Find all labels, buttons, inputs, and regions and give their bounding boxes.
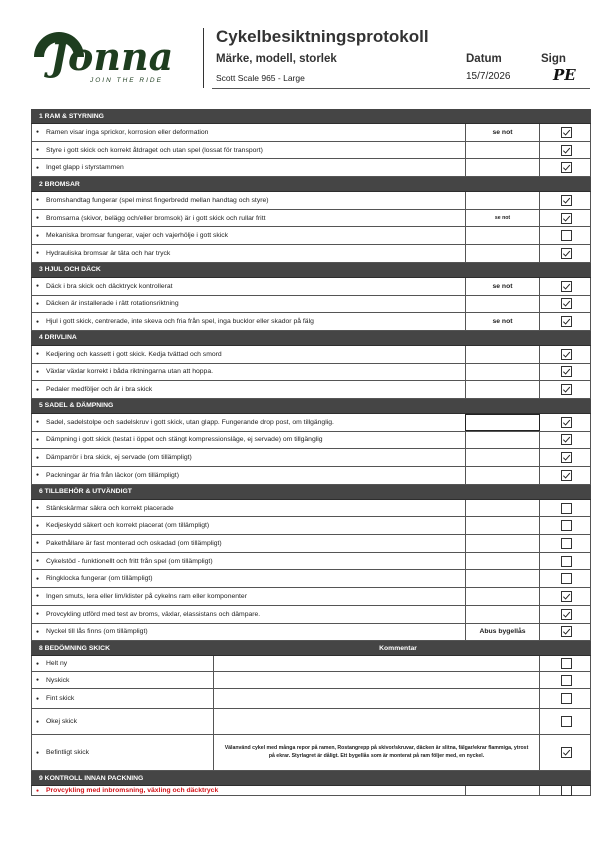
- item-text: Pedaler medföljer och är i bra skick: [46, 386, 153, 394]
- checkbox[interactable]: [561, 693, 572, 704]
- checkmark-icon: [562, 299, 571, 308]
- item-label: [32, 124, 208, 141]
- checklist-row: [31, 449, 591, 467]
- item-label: [32, 500, 174, 517]
- check-cell: [540, 278, 592, 295]
- note-cell: se not: [465, 210, 540, 227]
- item-text: Provcykling med inbromsning, växling och däcktryck: [46, 787, 219, 795]
- bullet-icon: ●: [36, 250, 40, 257]
- section-title: 3 HJUL OCH DÄCK: [39, 266, 101, 274]
- item-label: [32, 735, 89, 770]
- checklist-row: [31, 414, 591, 432]
- item-label: [32, 517, 209, 534]
- check-cell: [540, 364, 592, 381]
- checkmark-icon: [562, 350, 571, 359]
- check-cell: [540, 449, 592, 466]
- check-cell: [540, 606, 592, 623]
- checkmark-icon: [562, 418, 571, 427]
- assessment-row: [31, 656, 591, 672]
- bullet-icon: ●: [36, 300, 40, 307]
- check-cell: [540, 245, 592, 262]
- check-cell: [540, 588, 592, 605]
- checklist-row: [31, 606, 591, 624]
- section-header: [31, 641, 591, 656]
- bullet-icon: ●: [36, 454, 40, 461]
- item-text: Bromshandtag fungerar (spel minst fingerbredd mellan handtag och styre): [46, 196, 269, 204]
- logo-tagline: JOIN THE RIDE: [90, 77, 163, 84]
- checklist-row: [31, 432, 591, 450]
- bullet-icon: ●: [36, 419, 40, 426]
- item-text: Nyskick: [46, 676, 70, 684]
- check-cell: [540, 570, 592, 587]
- check-cell: [540, 432, 592, 449]
- checkbox[interactable]: [561, 145, 572, 156]
- item-text: Pakethållare är fast monterad och oskadad (om tillämpligt): [46, 539, 222, 547]
- comment-cell: [213, 709, 540, 734]
- section-header: [31, 771, 591, 786]
- checkbox[interactable]: [561, 573, 572, 584]
- item-text: Dämpning i gott skick (testat i öppet och stängt kompressionsläge, ej servade) om tillgänglig: [46, 436, 323, 444]
- check-cell: [540, 672, 592, 688]
- item-label: [32, 432, 323, 449]
- bullet-icon: ●: [36, 593, 40, 600]
- checklist-row: [31, 553, 591, 571]
- check-cell: [540, 786, 592, 795]
- section-header: [31, 177, 591, 192]
- checkmark-icon: [562, 610, 571, 619]
- checklist-row: [31, 227, 591, 245]
- check-cell: [540, 313, 592, 330]
- item-text: Ingen smuts, lera eller lim/klister på cykelns ram eller komponenter: [46, 592, 247, 600]
- check-cell: [540, 535, 592, 552]
- item-label: [32, 227, 228, 244]
- sign-label: Sign: [541, 53, 566, 65]
- checklist-row: [31, 124, 591, 142]
- section-title: 1 RAM & STYRNING: [39, 112, 104, 120]
- note-cell: [465, 245, 540, 262]
- note-cell: [465, 449, 540, 466]
- checkmark-icon: [562, 435, 571, 444]
- note-cell: [465, 467, 540, 484]
- item-text: Befintligt skick: [46, 749, 90, 757]
- note-cell: [465, 535, 540, 552]
- item-label: [32, 709, 77, 734]
- checkmark-icon: [562, 471, 571, 480]
- checkmark-icon: [562, 146, 571, 155]
- checkbox[interactable]: [561, 213, 572, 224]
- bullet-icon: ●: [36, 351, 40, 358]
- comment-cell: [213, 656, 540, 671]
- checkbox[interactable]: [561, 366, 572, 377]
- item-label: [32, 689, 74, 708]
- bullet-icon: ●: [36, 197, 40, 204]
- section-header: [31, 399, 591, 414]
- item-label: [32, 142, 263, 159]
- note-cell: [465, 159, 540, 176]
- checkmark-icon: [562, 627, 571, 636]
- note-cell: [465, 346, 540, 363]
- checkbox[interactable]: [561, 417, 572, 428]
- item-label: [32, 553, 213, 570]
- item-text: Cykelstöd - funktionellt och fritt från spel (om tillämpligt): [46, 557, 213, 565]
- item-text: Styre i gott skick och korrekt åtdraget och utan spel (lossat för transport): [46, 146, 263, 154]
- item-text: Stänkskärmar säkra och korrekt placerade: [46, 504, 174, 512]
- checkbox[interactable]: [561, 470, 572, 481]
- item-label: [32, 245, 170, 262]
- checklist-row: [31, 381, 591, 399]
- checklist-row: [31, 500, 591, 518]
- checklist-row: [31, 786, 591, 796]
- item-text: Ramen visar inga sprickor, korrosion eller deformation: [46, 128, 209, 136]
- item-text: Packningar är fria från läckor (om tillämpligt): [46, 471, 179, 479]
- bullet-icon: ●: [36, 677, 40, 684]
- checkbox[interactable]: [561, 452, 572, 463]
- checkbox[interactable]: [561, 675, 572, 686]
- check-cell: [540, 124, 592, 141]
- item-label: [32, 467, 179, 484]
- bullet-icon: ●: [36, 215, 40, 222]
- check-cell: [540, 210, 592, 227]
- item-text: Hydrauliska bromsar är täta och har tryck: [46, 249, 171, 257]
- section-title: 5 SADEL & DÄMPNING: [39, 402, 114, 410]
- note-cell: se not: [465, 313, 540, 330]
- checkbox[interactable]: [561, 349, 572, 360]
- checkmark-icon: [562, 282, 571, 291]
- note-cell: [465, 192, 540, 209]
- bullet-icon: ●: [36, 522, 40, 529]
- checkbox[interactable]: [561, 162, 572, 173]
- checkbox[interactable]: [561, 747, 572, 758]
- assessment-row: [31, 672, 591, 689]
- item-text: Kedjeskydd säkert och korrekt placerat (om tillämpligt): [46, 522, 210, 530]
- bullet-icon: ●: [36, 129, 40, 136]
- checkmark-icon: [562, 453, 571, 462]
- note-cell: [465, 588, 540, 605]
- check-cell: [540, 159, 592, 176]
- checkbox[interactable]: [561, 556, 572, 567]
- bullet-icon: ●: [36, 540, 40, 547]
- checkmark-icon: [562, 748, 571, 757]
- note-cell: [465, 570, 540, 587]
- checkbox[interactable]: [561, 503, 572, 514]
- checkbox[interactable]: [561, 316, 572, 327]
- item-text: Hjul i gott skick, centrerade, inte skeva och fria från spel, inga bucklor eller skador på fälg: [46, 318, 314, 326]
- checkbox[interactable]: [561, 434, 572, 445]
- bullet-icon: ●: [36, 147, 40, 154]
- model-label: Märke, modell, storlek: [216, 53, 337, 65]
- assessment-row: [31, 689, 591, 709]
- note-cell: [465, 517, 540, 534]
- checkbox[interactable]: [561, 298, 572, 309]
- checkbox[interactable]: [561, 281, 572, 292]
- checkbox[interactable]: [561, 716, 572, 727]
- checkbox[interactable]: [561, 195, 572, 206]
- item-text: Däck i bra skick och däcktryck kontrollerat: [46, 282, 173, 290]
- checkmark-icon: [562, 592, 571, 601]
- item-label: [32, 606, 260, 623]
- item-text: Kedjering och kassett i gott skick. Kedja tvättad och smord: [46, 350, 222, 358]
- section-header: [31, 109, 591, 124]
- check-cell: [540, 735, 592, 770]
- section-title: 8 BEDÖMNING SKICK: [39, 644, 110, 652]
- bullet-icon: ●: [36, 283, 40, 290]
- item-label: [32, 159, 124, 176]
- bullet-icon: ●: [36, 787, 40, 794]
- item-label: [32, 624, 148, 641]
- checklist-row: [31, 278, 591, 296]
- note-cell: Abus bygellås: [465, 624, 540, 641]
- comment-cell: Välanvänd cykel med många repor på ramen, Rostangrepp på skivor/skruvar, däcken är slitna, fälgar/ekrar flammiga, ytrost på ekrar. Styrlagret är dåligt. Ett bygellås som är monterat på ram följer med, en nyckel.: [213, 735, 540, 770]
- note-cell: [465, 414, 540, 431]
- check-cell: [540, 517, 592, 534]
- checklist-row: [31, 142, 591, 160]
- bullet-icon: ●: [36, 611, 40, 618]
- signature-value: PE: [553, 66, 576, 84]
- section-title: 2 BROMSAR: [39, 180, 80, 188]
- checklist-row: [31, 517, 591, 535]
- bullet-icon: ●: [36, 695, 40, 702]
- checklist-row: [31, 346, 591, 364]
- item-text: Växlar växlar korrekt i båda riktningarna utan att hoppa.: [46, 368, 213, 376]
- bullet-icon: ●: [36, 718, 40, 725]
- note-cell: [465, 227, 540, 244]
- date-label: Datum: [466, 53, 502, 65]
- note-cell: [465, 296, 540, 313]
- item-label: [32, 535, 222, 552]
- note-cell: [465, 500, 540, 517]
- note-cell: se not: [465, 124, 540, 141]
- checkbox[interactable]: [561, 626, 572, 637]
- checklist-row: [31, 245, 591, 263]
- checkmark-icon: [562, 317, 571, 326]
- bullet-icon: ●: [36, 368, 40, 375]
- comment-column-header: Kommentar: [379, 644, 417, 652]
- bullet-icon: ●: [36, 628, 40, 635]
- checkmark-icon: [562, 367, 571, 376]
- checkmark-icon: [562, 196, 571, 205]
- bullet-icon: ●: [36, 505, 40, 512]
- check-cell: [540, 142, 592, 159]
- checkbox[interactable]: [561, 520, 572, 531]
- checkbox[interactable]: [561, 230, 572, 241]
- bullet-icon: ●: [36, 232, 40, 239]
- item-label: [32, 656, 67, 671]
- checklist-row: [31, 159, 591, 177]
- item-text: Dämparrör i bra skick, ej servade (om tillämpligt): [46, 454, 192, 462]
- checkmark-icon: [562, 249, 571, 258]
- checklist-row: [31, 624, 591, 642]
- jonna-logo: [28, 28, 192, 86]
- item-label: [32, 210, 265, 227]
- checkbox[interactable]: [561, 785, 572, 796]
- item-text: Däcken är installerade i rätt rotationsriktning: [46, 300, 179, 308]
- checklist-row: [31, 588, 591, 606]
- checkmark-icon: [562, 128, 571, 137]
- check-cell: [540, 553, 592, 570]
- bullet-icon: ●: [36, 575, 40, 582]
- check-cell: [540, 624, 592, 641]
- section-title: 4 DRIVLINA: [39, 334, 77, 342]
- item-label: [32, 192, 269, 209]
- item-text: Sadel, sadelstolpe och sadelskruv i gott skick, utan glapp. Fungerande drop post, om tillgänglig.: [46, 418, 334, 426]
- check-cell: [540, 709, 592, 734]
- note-cell: se not: [465, 278, 540, 295]
- checkbox[interactable]: [561, 248, 572, 259]
- checklist-row: [31, 192, 591, 210]
- item-label: [32, 278, 173, 295]
- checkbox[interactable]: [561, 127, 572, 138]
- logo-text: Jonna: [50, 34, 174, 79]
- checkmark-icon: [562, 385, 571, 394]
- checkbox[interactable]: [561, 591, 572, 602]
- inspection-table: [31, 109, 591, 796]
- page-title: Cykelbesiktningsprotokoll: [216, 27, 429, 46]
- checklist-row: [31, 364, 591, 382]
- item-label: [32, 449, 192, 466]
- note-cell: [465, 553, 540, 570]
- item-label: [32, 570, 153, 587]
- date-value: 15/7/2026: [466, 71, 511, 82]
- item-label: [32, 364, 213, 381]
- item-label: [32, 672, 69, 688]
- check-cell: [540, 192, 592, 209]
- checkmark-icon: [562, 214, 571, 223]
- item-text: Bromsarna (skivor, belägg och/eller bromsok) är i gott skick och rullar fritt: [46, 214, 266, 222]
- assessment-row: [31, 709, 591, 735]
- bullet-icon: ●: [36, 558, 40, 565]
- assessment-row: [31, 735, 591, 771]
- note-cell: [465, 142, 540, 159]
- check-cell: [540, 467, 592, 484]
- comment-cell: [213, 689, 540, 708]
- check-cell: [540, 346, 592, 363]
- header-divider: [203, 28, 204, 88]
- checklist-row: [31, 210, 591, 228]
- item-label: [32, 786, 218, 795]
- bullet-icon: ●: [36, 386, 40, 393]
- section-header: [31, 263, 591, 278]
- item-text: Nyckel till lås finns (om tillämpligt): [46, 628, 148, 636]
- checkbox[interactable]: [561, 609, 572, 620]
- check-cell: [540, 381, 592, 398]
- bullet-icon: ●: [36, 749, 40, 756]
- checklist-row: [31, 313, 591, 331]
- note-cell: [465, 606, 540, 623]
- section-header: [31, 485, 591, 500]
- header-underline: [212, 88, 590, 89]
- section-header: [31, 331, 591, 346]
- check-cell: [540, 296, 592, 313]
- checklist-row: [31, 296, 591, 314]
- bullet-icon: ●: [36, 660, 40, 667]
- check-cell: [540, 689, 592, 708]
- comment-cell: [213, 672, 540, 688]
- bullet-icon: ●: [36, 472, 40, 479]
- note-cell: [465, 381, 540, 398]
- checkbox[interactable]: [561, 384, 572, 395]
- checkbox[interactable]: [561, 658, 572, 669]
- item-label: [32, 296, 179, 313]
- note-cell: [465, 364, 540, 381]
- item-text: Ringklocka fungerar (om tillämpligt): [46, 575, 153, 583]
- item-text: Fint skick: [46, 695, 75, 703]
- bullet-icon: ●: [36, 164, 40, 171]
- checklist-row: [31, 535, 591, 553]
- note-cell: [465, 786, 540, 795]
- item-text: Helt ny: [46, 660, 68, 668]
- checklist-row: [31, 570, 591, 588]
- item-text: Okej skick: [46, 718, 77, 726]
- check-cell: [540, 500, 592, 517]
- item-label: [32, 313, 314, 330]
- check-cell: [540, 227, 592, 244]
- item-label: [32, 588, 247, 605]
- section-title: 9 KONTROLL INNAN PACKNING: [39, 774, 144, 782]
- check-cell: [540, 414, 592, 431]
- check-cell: [540, 656, 592, 671]
- bullet-icon: ●: [36, 436, 40, 443]
- item-label: [32, 414, 334, 431]
- checklist-row: [31, 467, 591, 485]
- item-label: [32, 381, 152, 398]
- header: [0, 0, 595, 100]
- checkmark-icon: [562, 163, 571, 172]
- item-text: Mekaniska bromsar fungerar, vajer och vajerhölje i gott skick: [46, 232, 229, 240]
- note-cell: [465, 432, 540, 449]
- bullet-icon: ●: [36, 318, 40, 325]
- checkbox[interactable]: [561, 538, 572, 549]
- section-title: 6 TILLBEHÖR & UTVÄNDIGT: [39, 488, 132, 496]
- item-text: Provcykling utförd med test av broms, växlar, elassistans och dämpare.: [46, 610, 261, 618]
- model-value: Scott Scale 965 - Large: [216, 73, 305, 83]
- item-label: [32, 346, 222, 363]
- item-text: Inget glapp i styrstammen: [46, 164, 124, 172]
